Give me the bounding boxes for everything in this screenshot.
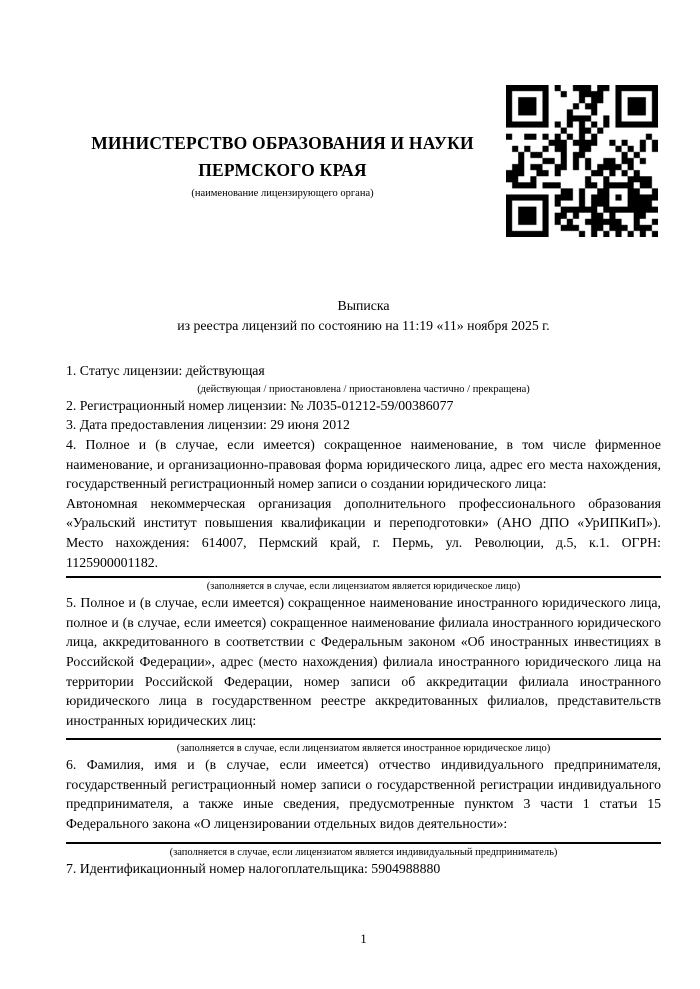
item-4-caption: (заполняется в случае, если лицензиатом является юридическое лицо) xyxy=(206,581,521,593)
document-title-line1: Выписка xyxy=(337,298,390,313)
item-1-caption: (действующая / приостановлена / приостановлена частично / прекращена) xyxy=(197,383,530,395)
item-6-entrepreneur-heading: 6. Фамилия, имя и (в случае, если имеется) отчество индивидуального предпринимателя, государственный регистрационный номер записи о государственной регистрации индивидуального предпринимателя, а также иные сведения, предусмотренные пунктом 3 части 1 статьи 15 Федерального закона «О лицензировании отдельных видов деятельности»: xyxy=(66,757,661,832)
document-title-line2: из реестра лицензий по состоянию на 11:19 «11» ноября 2025 г. xyxy=(177,317,550,333)
ministry-name-line1: МИНИСТЕРСТВО ОБРАЗОВАНИЯ И НАУКИ xyxy=(91,133,474,153)
document-title xyxy=(66,296,661,335)
ministry-caption: (наименование лицензирующего органа) xyxy=(191,188,374,199)
item-2-registration-number: 2. Регистрационный номер лицензии: № Л035-01212-59/00386077 xyxy=(66,397,454,413)
item-7-taxpayer-id: 7. Идентификационный номер налогоплательщика: 5904988880 xyxy=(66,860,441,876)
document-body xyxy=(66,296,661,878)
item-4-legal-entity-heading: 4. Полное и (в случае, если имеется) сокращенное наименование, в том числе фирменное наименование, и организационно-правовая форма юридического лица, адрес его места нахождения, государственный регистрационный номер записи о создании юридического лица: xyxy=(66,436,661,492)
licensing-authority-header xyxy=(40,130,525,200)
page-number: 1 xyxy=(360,931,367,946)
item-5-foreign-entity-heading: 5. Полное и (в случае, если имеется) сокращенное наименование иностранного юридического лица, полное и (в случае, если имеется) сокращенное наименование филиала иностранного юридического лица, аккредитованного в соответствии с Федеральным законом «Об иностранных инвестициях в Российской Федерации», адрес (место нахождения) филиала иностранного юридического лица на территории Российской Федерации, номер записи об аккредитации филиала иностранного юридического лица в государственном реестре аккредитованных филиалов, представительств иностранных юридических лиц: xyxy=(66,595,661,728)
item-5-caption: (заполняется в случае, если лицензиатом является иностранное юридическое лицо) xyxy=(176,743,551,755)
separator-line-foreign-entity xyxy=(66,738,661,740)
separator-line-entrepreneur xyxy=(66,842,661,844)
item-4-legal-entity-value: Автономная некоммерческая организация дополнительного профессионального образования «Уральский институт повышения квалификации и переподготовки» (АНО ДПО «УрИПКиП»). Место нахождения: 614007, Пермский край, г. Пермь, ул. Революции, д.5, к.1. ОГРН: 1125900001182. xyxy=(66,495,661,570)
ministry-name-line2: ПЕРМСКОГО КРАЯ xyxy=(198,160,367,180)
item-1-license-status: 1. Статус лицензии: действующая xyxy=(66,363,265,379)
qr-code xyxy=(506,85,658,237)
item-6-caption: (заполняется в случае, если лицензиатом является индивидуальный предприниматель) xyxy=(169,846,558,858)
separator-line-legal-entity xyxy=(66,576,661,578)
item-3-grant-date: 3. Дата предоставления лицензии: 29 июня 2012 xyxy=(66,417,350,433)
